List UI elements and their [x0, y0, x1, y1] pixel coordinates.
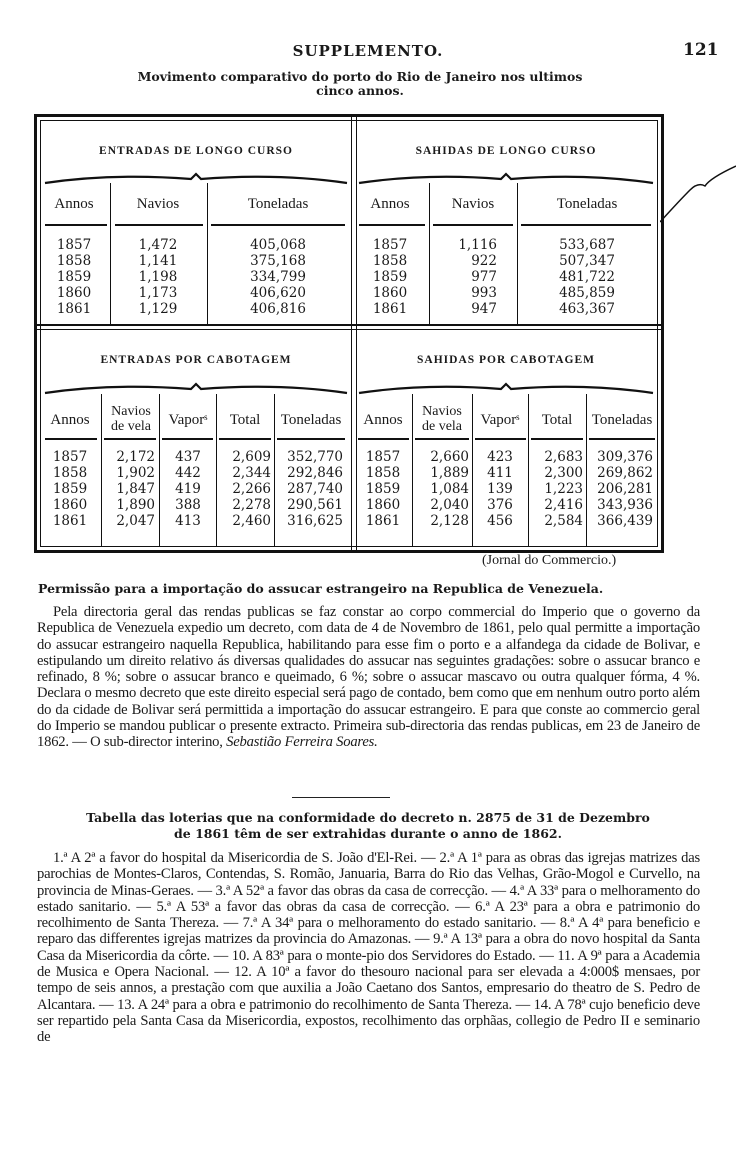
col-header-navios-de-vela [413, 404, 471, 434]
table-cell: 456 [487, 513, 513, 529]
table-cell: 2,660 [430, 449, 469, 465]
lottery-text: 1.ª A 2ª a favor do hospital da Misericordia de S. João d'El-Rei. — 2.ª A 1ª para as obras das igrejas matrizes das parochias de Montes-Claros, Contendas, S. Romão, Januaria, Barra do Rio das Velhas, Grão-Mogol e Curvello, na provincia de Minas-Geraes. — 3.ª A 52ª a favor das obras da casa de correcção. — 4.ª A 33ª para o melhoramento do estado sanitario. — 5.ª A 53ª a favor das obras da casa de correcção. — 6.ª A 23ª para a obra e patrimonio do recolhimento de Santa Thereza. — 7.ª A 34ª para o melhoramento do estado sanitario. — 8.ª A 4ª para beneficio e reparo das differentes igrejas matrizes da provincia do Amazonas. — 9.ª A 13ª para a obra do novo hospital da Santa Casa da Misericordia da côrte. — 10. A 83ª para o monte-pio dos Servidores do Estado. — 11. A 9ª para a Academia de Musica e Opera Nacional. — 12. A 10ª a favor do thesouro nacional para ser elevada a 4:000$ mensaes, por tempo de seis annos, a prestação com que auxilia a João Caetano dos Santos, empresario do theatro de S. Pedro de Alcantara. — 13. A 24ª para a obra e patrimonio do recolhimento de Santa Thereza. — 14. A 78ª cujo beneficio deve ser repartido pela Santa Casa da Misericordia, expostos, recolhimento das orphãas, collegio de Pedro II e seminario de [37, 850, 700, 1046]
table-cell: 2,609 [232, 449, 271, 465]
table-cell: 1858 [52, 465, 88, 481]
table-cell: 287,740 [287, 481, 343, 497]
panel-sahidas-cabotagem [355, 328, 657, 546]
column-toneladas [521, 237, 653, 317]
table-cell: 977 [471, 269, 497, 285]
table-cell: 1857 [365, 449, 401, 465]
table-cell: 1,198 [138, 269, 178, 285]
col-header-annos: Annos [54, 196, 94, 212]
source-attribution: (Jornal do Commercio.) [482, 553, 617, 568]
brace-divider [357, 171, 655, 185]
col-header-navios-de-vela [103, 404, 159, 434]
table-cell: 1860 [52, 497, 88, 513]
panel-sahidas-longo-curso [355, 121, 657, 324]
table-cell: 1860 [365, 497, 401, 513]
title-line-1: Tabella das loterias que na conformidade do decreto n. 2875 de 31 de Dezembro [86, 810, 650, 825]
table-cell: 419 [175, 481, 201, 497]
header-underline [475, 438, 526, 440]
col-header-toneladas: Toneladas [591, 412, 653, 428]
column-vapores [473, 449, 527, 529]
table-cell: 411 [487, 465, 513, 481]
running-title: SUPPLEMENTO. [292, 42, 444, 60]
col-header-annos: Annos [50, 412, 90, 428]
column-rule [429, 183, 430, 324]
table-cell: 2,344 [232, 465, 271, 481]
panel-title: ENTRADAS DE LONGO CURSO [99, 145, 293, 157]
table-cell: 442 [175, 465, 201, 481]
table-cell: 2,278 [232, 497, 271, 513]
col-header-toneladas: Toneladas [247, 196, 309, 212]
col-header-vapores: Vaporˢ [480, 412, 520, 428]
table-cell: 343,936 [597, 497, 653, 513]
header-underline [162, 438, 213, 440]
lottery-table-title [38, 810, 698, 842]
table-title [60, 70, 660, 98]
table-cell: 463,367 [559, 301, 615, 317]
table-cell: 405,068 [250, 237, 306, 253]
table-cell: 1,889 [430, 465, 469, 481]
table-cell: 1,902 [116, 465, 155, 481]
column-rule [517, 183, 518, 324]
page-number: 121 [683, 40, 719, 60]
table-title-line-1: Movimento comparativo do porto do Rio de Janeiro nos ultimos [137, 69, 583, 84]
table-cell: 507,347 [559, 253, 615, 269]
col-header-toneladas: Toneladas [280, 412, 342, 428]
table-cell: 2,416 [544, 497, 583, 513]
table-cell: 290,561 [287, 497, 343, 513]
table-cell: 2,128 [430, 513, 469, 529]
table-cell: 1861 [52, 513, 88, 529]
table-cell: 533,687 [559, 237, 615, 253]
header-underline [45, 438, 97, 440]
table-cell: 1860 [372, 285, 408, 301]
table-cell: 2,460 [232, 513, 271, 529]
table-cell: 269,862 [597, 465, 653, 481]
table-cell: 413 [175, 513, 201, 529]
column-navios [431, 237, 497, 317]
table-title-line-2: cinco annos. [316, 83, 404, 98]
column-annos [355, 449, 411, 529]
header-underline [531, 438, 583, 440]
brace-divider [357, 381, 655, 395]
table-cell: 485,859 [559, 285, 615, 301]
lottery-list [37, 850, 700, 1046]
col-header-line: Navios [111, 404, 151, 419]
pen-mark [660, 160, 736, 230]
table-cell: 2,172 [116, 449, 155, 465]
column-annos [41, 237, 107, 317]
table-cell: 1859 [372, 269, 408, 285]
section-divider [292, 797, 390, 798]
col-header-line: de vela [110, 419, 152, 434]
table-cell: 993 [471, 285, 497, 301]
table-cell: 1858 [56, 253, 92, 269]
column-navios [113, 237, 203, 317]
table-cell: 2,683 [544, 449, 583, 465]
header-underline [521, 224, 651, 226]
table-cell: 1857 [52, 449, 88, 465]
table-cell: 406,816 [250, 301, 306, 317]
brace-divider [43, 381, 349, 395]
panel-entradas-cabotagem [41, 328, 351, 546]
table-cell: 1,116 [458, 237, 497, 253]
article-body [37, 604, 700, 751]
col-header-total: Total [229, 412, 261, 428]
col-header-line: de vela [421, 419, 463, 434]
col-header-toneladas: Toneladas [556, 196, 618, 212]
table-cell: 1861 [372, 301, 408, 317]
column-toneladas [275, 449, 343, 529]
table-cell: 388 [175, 497, 201, 513]
table-cell: 1857 [56, 237, 92, 253]
title-line-2: de 1861 têm de ser extrahidas durante o anno de 1862. [174, 826, 562, 841]
table-cell: 366,439 [597, 513, 653, 529]
col-header-annos: Annos [363, 412, 403, 428]
table-cell: 2,040 [430, 497, 469, 513]
table-cell: 1860 [56, 285, 92, 301]
header-underline [115, 224, 203, 226]
table-cell: 1858 [365, 465, 401, 481]
table-cell: 376 [487, 497, 513, 513]
col-header-total: Total [541, 412, 573, 428]
table-cell: 352,770 [287, 449, 343, 465]
article-signature: Sebastião Ferreira Soares. [226, 734, 378, 751]
table-cell: 1857 [372, 237, 408, 253]
table-cell: 206,281 [597, 481, 653, 497]
table-cell: 947 [471, 301, 497, 317]
table-cell: 406,620 [250, 285, 306, 301]
header-underline [359, 224, 425, 226]
table-cell: 1,129 [138, 301, 178, 317]
table-cell: 334,799 [250, 269, 306, 285]
table-cell: 2,584 [544, 513, 583, 529]
col-header-navios: Navios [451, 196, 495, 212]
statistics-table [34, 114, 664, 553]
table-cell: 1861 [56, 301, 92, 317]
brace-divider [43, 171, 349, 185]
column-rule [110, 183, 111, 324]
table-cell: 1859 [56, 269, 92, 285]
col-header-line: Navios [422, 404, 462, 419]
table-cell: 2,266 [232, 481, 271, 497]
column-toneladas [587, 449, 653, 529]
panel-title: ENTRADAS POR CABOTAGEM [100, 354, 292, 366]
table-cell: 1861 [365, 513, 401, 529]
table-cell: 2,047 [116, 513, 155, 529]
header-underline [45, 224, 107, 226]
table-cell: 1858 [372, 253, 408, 269]
table-cell: 1,223 [544, 481, 583, 497]
column-toneladas [211, 237, 345, 317]
panel-title: SAHIDAS POR CABOTAGEM [417, 354, 595, 366]
col-header-annos: Annos [370, 196, 410, 212]
column-vapores [161, 449, 215, 529]
header-underline [211, 224, 345, 226]
column-total [529, 449, 583, 529]
header-underline [358, 438, 409, 440]
column-rule [159, 394, 160, 546]
table-cell: 1,084 [430, 481, 469, 497]
column-navios-de-vela [413, 449, 469, 529]
table-cell: 1,173 [138, 285, 178, 301]
table-cell: 139 [487, 481, 513, 497]
article-text: Pela directoria geral das rendas publicas se faz constar ao corpo commercial do Imperio que o governo da Republica de Venezuela expedio um decreto, com data de 4 de Novembro de 1861, pelo qual permitte a importação do assucar estrangeiro naquella Republica, habilitando para esse fim o porto e a alfandega da cidade de Bolivar, e estipulando um direito relativo ás diversas qualidades do assucar nas seguintes gradações: sobre o assucar branco e refinado, 8 %; sobre o assucar branco e queimado, 6 %; sobre o assucar mascavo ou outra qualquer fórma, 4 %. Declara o mesmo decreto que este direito especial será pago de contado, bem como que em nenhum outro porto além do da cidade de Bolivar será permittida a importação do assucar estrangeiro. E para que conste ao commercio geral do Imperio se mandou publicar o presente extracto. Primeira sub-directoria das rendas publicas, em 23 de Janeiro de 1862. — O sub-director interino, [37, 604, 700, 751]
table-cell: 316,625 [287, 513, 343, 529]
table-cell: 1859 [52, 481, 88, 497]
article-title: Permissão para a importação do assucar estrangeiro na Republica de Venezuela. [38, 581, 604, 596]
table-cell: 1859 [365, 481, 401, 497]
col-header-navios: Navios [136, 196, 180, 212]
header-underline [433, 224, 513, 226]
header-underline [104, 438, 156, 440]
header-underline [219, 438, 271, 440]
panel-title: SAHIDAS DE LONGO CURSO [415, 145, 597, 157]
table-cell: 437 [175, 449, 201, 465]
table-cell: 922 [471, 253, 497, 269]
table-cell: 1,890 [116, 497, 155, 513]
table-cell: 2,300 [544, 465, 583, 481]
column-annos [355, 237, 425, 317]
column-rule [207, 183, 208, 324]
column-navios-de-vela [101, 449, 155, 529]
table-cell: 1,847 [116, 481, 155, 497]
header-underline [415, 438, 469, 440]
table-cell: 309,376 [597, 449, 653, 465]
column-annos [41, 449, 99, 529]
col-header-vapores: Vaporˢ [168, 412, 208, 428]
table-cell: 292,846 [287, 465, 343, 481]
column-total [217, 449, 271, 529]
header-underline [277, 438, 345, 440]
panel-entradas-longo-curso [41, 121, 351, 324]
table-cell: 423 [487, 449, 513, 465]
table-cell: 1,472 [138, 237, 178, 253]
table-cell: 481,722 [559, 269, 615, 285]
table-cell: 375,168 [250, 253, 306, 269]
header-underline [589, 438, 655, 440]
table-cell: 1,141 [138, 253, 178, 269]
